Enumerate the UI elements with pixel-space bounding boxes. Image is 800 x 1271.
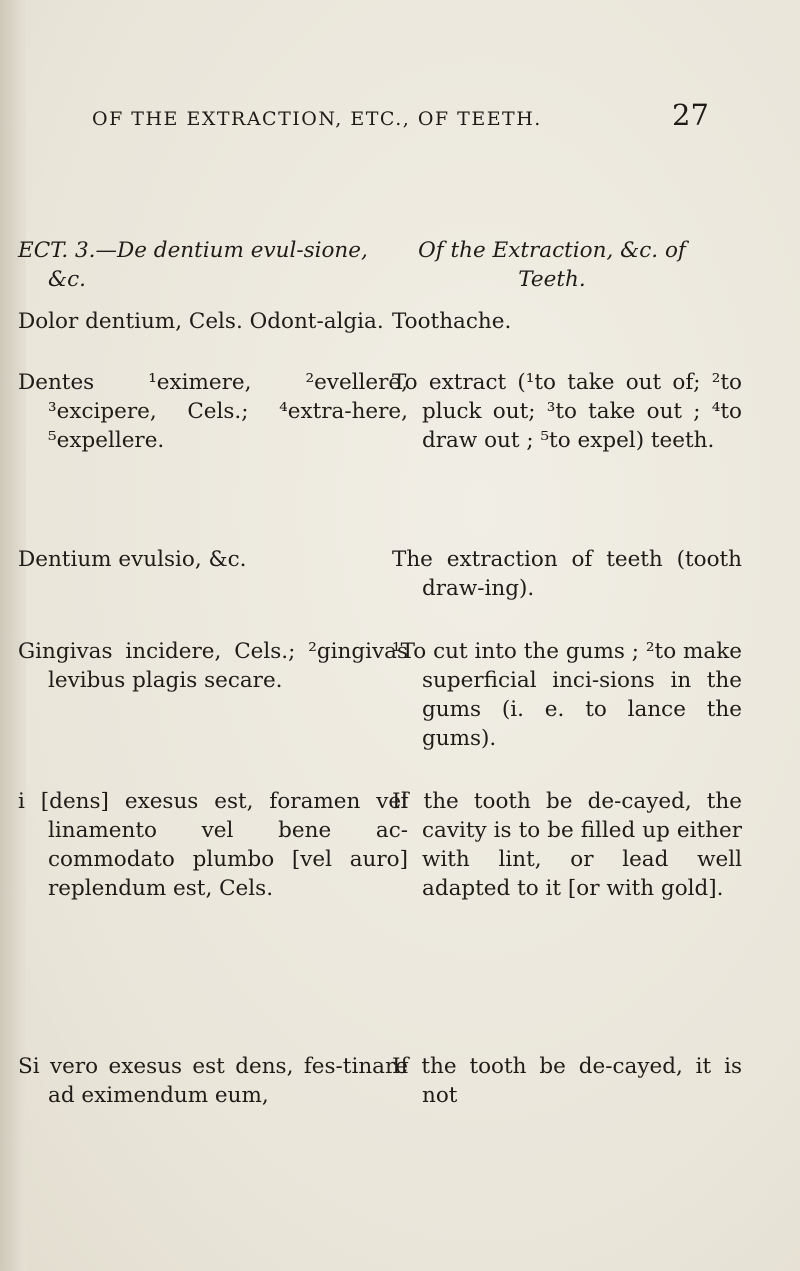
english-section-heading: Of the Extraction, &c. of Teeth. <box>418 238 686 292</box>
latin-entry-6: Si vero exesus est dens, fes-tinare ad eximendum eum, <box>18 1054 408 1108</box>
english-entry-4: ¹To cut into the gums ; ²to make superficial inci-sions in the gums (i. e. to lance the gums). <box>392 639 742 751</box>
page-number: 27 <box>672 98 709 132</box>
latin-entry-2: Dentes ¹eximere, ²evellere, ³excipere, Cels.; ⁴extra-here, ⁵expellere. <box>18 370 408 453</box>
english-entry-3: The extraction of teeth (tooth draw-ing). <box>392 547 742 601</box>
latin-entry-3: Dentium evulsio, &c. <box>18 547 247 572</box>
english-entry-5: If the tooth be de-cayed, the cavity is to be filled up either with lint, or lead well adapted to it [or with gold]. <box>392 789 742 901</box>
running-header: OF THE EXTRACTION, ETC., OF TEETH. <box>92 108 542 130</box>
latin-entry-4: Gingivas incidere, Cels.; ²gingivas levibus plagis secare. <box>18 639 408 693</box>
latin-entry-5: i [dens] exesus est, foramen vel linamento vel bene ac-commodato plumbo [vel auro] replendum est, Cels. <box>18 789 408 901</box>
latin-entry-1: Dolor dentium, Cels. Odont-algia. <box>18 309 384 334</box>
latin-section-heading: ECT. 3.—De dentium evul-sione, &c. <box>18 238 368 292</box>
english-entry-2: To extract (¹to take out of; ²to pluck out; ³to take out ; ⁴to draw out ; ⁵to expel) teeth. <box>392 370 742 453</box>
english-entry-6: If the tooth be de-cayed, it is not <box>392 1054 742 1108</box>
english-entry-1: Toothache. <box>392 309 512 334</box>
